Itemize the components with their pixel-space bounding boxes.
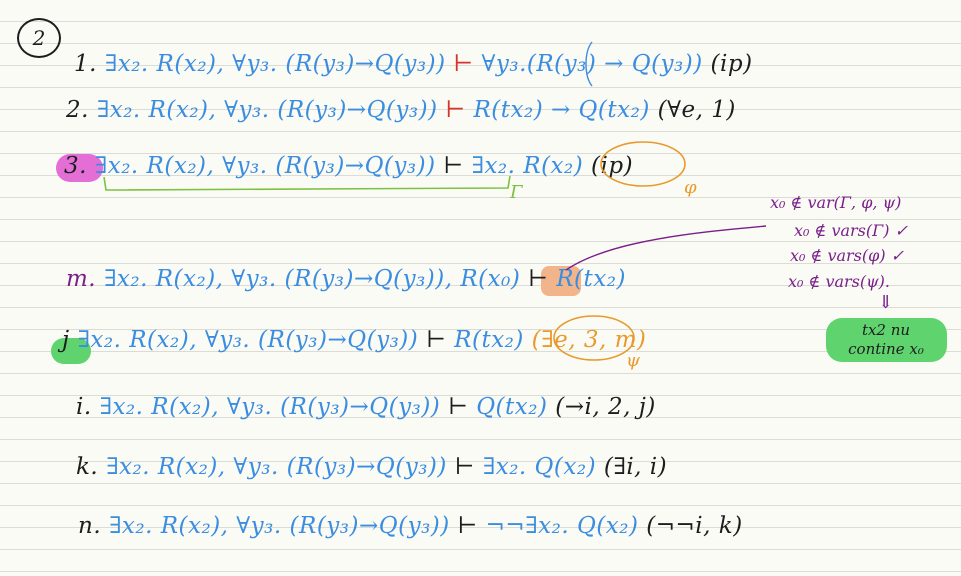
turnstile: ⊢ [453,51,474,77]
premises: ∃x₂. R(x₂), ∀y₃. (R(y₃)→Q(y₃)) [108,513,450,539]
line-label: j [62,327,70,353]
conclusion: ∃x₂. Q(x₂) [482,454,597,480]
justification: (ip) [710,51,753,77]
justification: (∀e, 1) [657,97,736,123]
condition-3: x₀ ∉ vars(φ) ✓ [790,246,905,265]
turnstile: ⊢ [443,153,464,179]
conclusion: ∀y₃.(R(y₃) → Q(y₃)) [481,51,703,77]
justification: (→i, 2, j) [555,394,656,420]
conclusion: ∃x₂. R(x₂) [471,153,584,179]
condition-4: x₀ ∉ vars(ψ). [788,272,891,291]
phi-label: φ [684,177,697,198]
psi-circle [554,316,634,360]
green-note-1: tx2 nu [861,321,911,339]
psi-label: ψ [626,350,641,371]
line-label: k. [76,454,99,480]
line-label: 2. [66,97,89,123]
premises: ∃x₂. R(x₂), ∀y₃. (R(y₃)→Q(y₃)), [103,266,453,292]
premises: ∃x₂. R(x₂), ∀y₃. (R(y₃)→Q(y₃)) [104,51,446,77]
condition-2: x₀ ∉ vars(Γ) ✓ [794,221,908,240]
turnstile: ⊢ [426,327,447,353]
condition-link [566,226,766,270]
problem-number: 2 [17,18,61,58]
conclusion: R(tx₂) [556,266,626,292]
conclusion: ¬¬∃x₂. Q(x₂) [485,513,639,539]
premises: ∃x₂. R(x₂), ∀y₃. (R(y₃)→Q(y₃)) [99,394,441,420]
line-label: i. [76,394,92,420]
premises: ∃x₂. R(x₂), ∀y₃. (R(y₃)→Q(y₃)) [106,454,447,480]
justification: (∃e, 3, m) [531,327,647,353]
justification: (∃i, i) [603,454,668,480]
gamma-label: Γ [510,182,523,203]
line1-bracket [586,42,592,86]
justification: (¬¬i, k) [646,513,743,539]
premises: ∃x₂. R(x₂), ∀y₃. (R(y₃)→Q(y₃)) [77,327,419,353]
extra-premise: R(x₀) [460,266,521,292]
turnstile: ⊢ [528,266,549,292]
condition-1: x₀ ∉ var(Γ, φ, ψ) [770,193,902,212]
turnstile: ⊢ [454,454,475,480]
premises: ∃x₂. R(x₂), ∀y₃. (R(y₃)→Q(y₃)) [94,153,436,179]
gamma-bracket [104,176,510,190]
line-label: 1. [74,51,97,77]
justification: (ip) [591,153,634,179]
premises: ∃x₂. R(x₂), ∀y₃. (R(y₃)→Q(y₃)) [96,97,438,123]
line-label: n. [78,513,102,539]
green-note-2: contine x₀ [848,340,924,358]
turnstile: ⊢ [457,513,478,539]
down-arrow-icon: ⇓ [878,292,894,313]
phi-circle [601,142,685,186]
line-label: 3. [64,153,87,179]
conclusion: R(tx₂) [454,327,524,353]
conclusion: Q(tx₂) [476,394,548,420]
line-label: m. [66,266,97,292]
turnstile: ⊢ [448,394,469,420]
turnstile: ⊢ [445,97,466,123]
conclusion: R(tx₂) → Q(tx₂) [473,97,650,123]
